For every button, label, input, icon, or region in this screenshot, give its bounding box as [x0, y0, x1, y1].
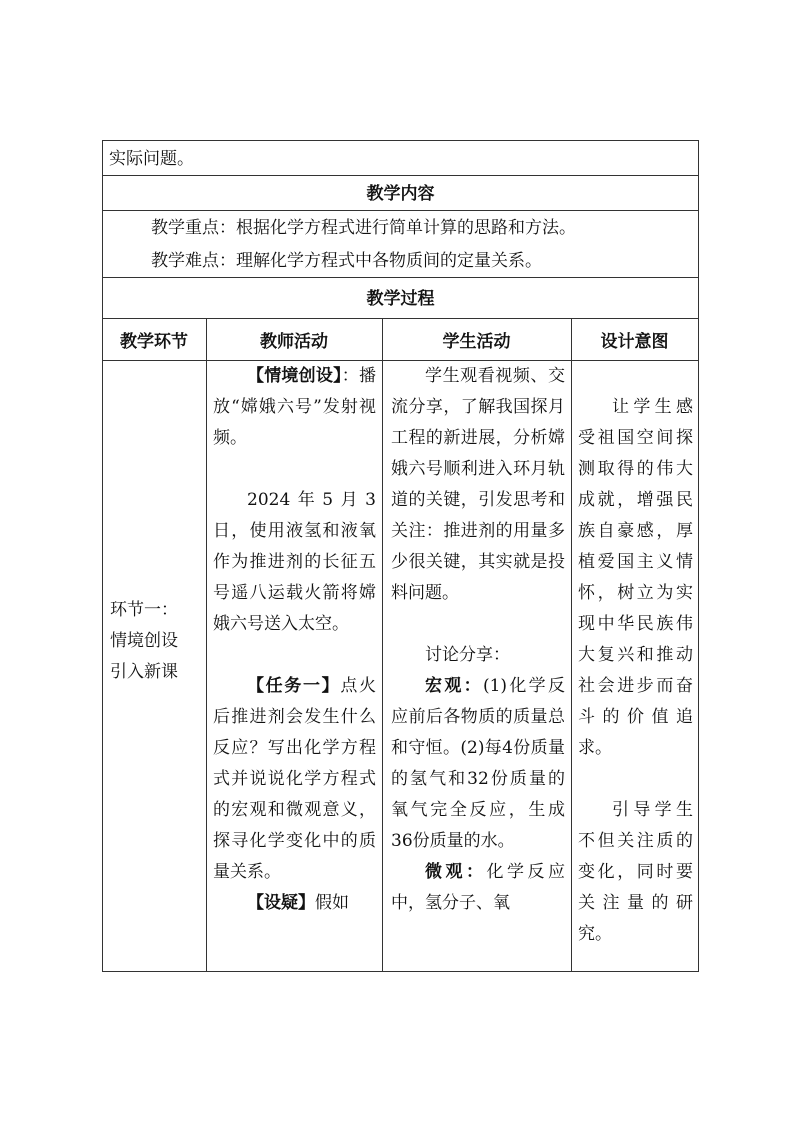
carry-over-text: 实际问题。 — [109, 149, 194, 169]
stage-cell — [110, 595, 206, 688]
design-intent-cell — [578, 392, 693, 950]
teacher-text-3: 点火后推进剂会发生什么反应？写出化学方程式并说说化学方程式的宏观和微观意义，探寻化学变化中的质量关系。 — [213, 676, 377, 882]
micro-tag: 微观： — [425, 862, 487, 882]
stage-line-2: 情境创设 — [110, 631, 178, 651]
process-grid — [102, 318, 699, 972]
student-text-1: 学生观看视频、交流分享，了解我国探月工程的新进展，分析嫦娥六号顺利进入环月轨道的关键，引发思考和关注：推进剂的用量多少很关键，其实就是投料问题。 — [391, 366, 565, 603]
teacher-text-2: 2024年5月3日，使用液氢和液氧作为推进剂的长征五号遥八运载火箭将嫦娥六号送入太空。 — [213, 490, 376, 634]
content-header-row — [102, 175, 699, 211]
process-header: 教学过程 — [366, 289, 435, 309]
carry-over-row — [102, 140, 699, 176]
intent-text-1: 让学生感受祖国空间探测取得的伟大成就，增强民族自豪感，厚植爱国主义情怀，树立为实现中华民族伟大复兴和推动社会进步而奋斗的价值追求。 — [578, 397, 693, 758]
difficult-point: 教学难点：理解化学方程式中各物质间的定量关系。 — [151, 251, 542, 271]
stage-line-1: 环节一： — [110, 600, 178, 620]
teacher-text-4: 假如 — [315, 893, 349, 913]
student-text-2: 讨论分享： — [425, 645, 510, 665]
content-body-row — [102, 210, 699, 278]
process-header-row — [102, 277, 699, 319]
col-header-teacher: 教师活动 — [260, 331, 328, 352]
student-text-4: 化学反应中，氢分子、氧 — [391, 862, 565, 913]
col-header-stage: 教学环节 — [120, 331, 188, 352]
stage-line-3: 引入新课 — [110, 662, 178, 682]
col-header-student: 学生活动 — [442, 331, 511, 352]
content-header: 教学内容 — [366, 184, 435, 204]
teacher-activity-cell — [213, 361, 376, 919]
col-header-intent: 设计意图 — [600, 331, 669, 352]
student-text-3: (1)化学反应前后各物质的质量总和守恒。(2)每4份质量的氢气和32份质量的氧气完全反应，生成36份质量的水。 — [391, 676, 565, 851]
intent-text-2: 引导学生不但关注质的变化，同时要关注量的研究。 — [578, 800, 693, 944]
teacher-text-1: ：播放“嫦娥六号”发射视频。 — [213, 366, 377, 448]
question-tag: 【设疑】 — [247, 893, 315, 913]
scenario-tag: 【情境创设】 — [247, 366, 342, 386]
key-point: 教学重点：根据化学方程式进行简单计算的思路和方法。 — [151, 218, 576, 238]
macro-tag: 宏观： — [425, 676, 483, 696]
student-activity-cell — [391, 361, 565, 919]
task-one-tag: 【任务一】 — [247, 676, 341, 696]
